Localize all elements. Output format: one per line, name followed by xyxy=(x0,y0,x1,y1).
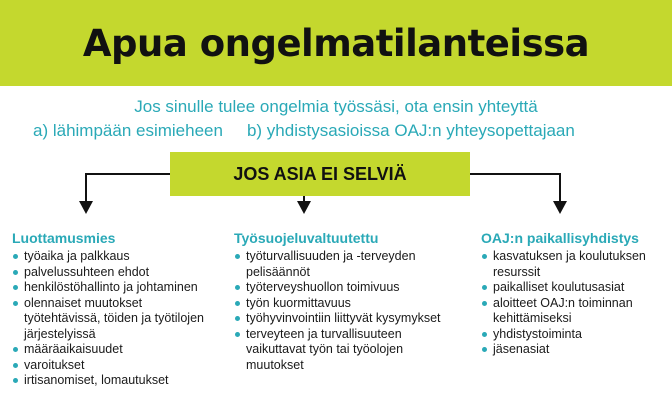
topic-list xyxy=(481,249,669,358)
list-item: palvelussuhteen ehdot xyxy=(12,265,222,281)
column-paikallisyhdistys xyxy=(481,229,669,358)
list-item: paikalliset koulutusasiat xyxy=(481,280,669,296)
list-item: yhdistystoiminta xyxy=(481,327,669,343)
column-heading: Luottamusmies xyxy=(12,230,116,246)
list-item: henkilöstöhallinto ja johtaminen xyxy=(12,280,222,296)
list-item: kasvatuksen ja koulutuksen resurssit xyxy=(481,249,669,280)
list-item: työturvallisuuden ja -terveyden pelisäännöt xyxy=(234,249,444,280)
intro-option-b: b) yhdistysasioissa OAJ:n yhteysopettajaan xyxy=(246,121,575,140)
list-item: irtisanomiset, lomautukset xyxy=(12,373,222,389)
topic-list xyxy=(12,249,222,389)
intro-text: Jos sinulle tulee ongelmia työssäsi, ota ensin yhteyttä xyxy=(134,97,538,116)
list-item: terveyteen ja turvallisuuteen vaikuttavat työn tai työolojen muutokset xyxy=(234,327,444,374)
arrowhead-center xyxy=(297,201,311,214)
column-heading: Työsuojeluvaltuutettu xyxy=(234,230,379,246)
intro-option-a: a) lähimpään esimieheen xyxy=(33,121,223,140)
list-item: olennaiset muutokset työtehtävissä, töiden ja työtilojen järjestelyissä xyxy=(12,296,222,343)
list-item: työaika ja palkkaus xyxy=(12,249,222,265)
list-item: aloitteet OAJ:n toiminnan kehittämiseksi xyxy=(481,296,669,327)
list-item: varoitukset xyxy=(12,358,222,374)
column-heading: OAJ:n paikallisyhdistys xyxy=(481,230,639,246)
page-title: Apua ongelmatilanteissa xyxy=(82,22,590,65)
column-luottamusmies xyxy=(12,229,222,389)
column-tyosuojeluvaltuutettu xyxy=(234,229,444,373)
list-item: määräaikaisuudet xyxy=(12,342,222,358)
list-item: työterveyshuollon toimivuus xyxy=(234,280,444,296)
escalation-box: JOS ASIA EI SELVIÄ xyxy=(170,152,470,196)
arrowhead-left xyxy=(79,201,93,214)
list-item: jäsenasiat xyxy=(481,342,669,358)
topic-list xyxy=(234,249,444,373)
list-item: työhyvinvointiin liittyvät kysymykset xyxy=(234,311,444,327)
list-item: työn kuormittavuus xyxy=(234,296,444,312)
arrowhead-right xyxy=(553,201,567,214)
